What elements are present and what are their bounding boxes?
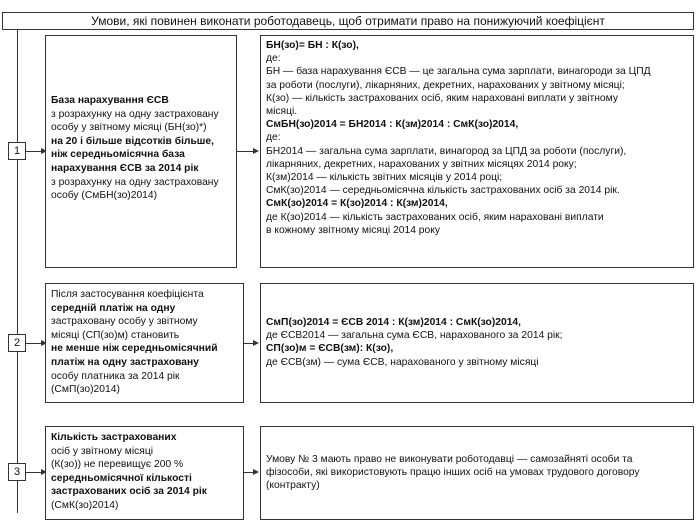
condition-line: Після застосування коефіцієнта (51, 289, 204, 300)
connector-3-to-condition (26, 472, 42, 473)
connector-1-to-explanation (236, 151, 254, 152)
explanation-line: СмБН(зо)2014 = БН2014 : К(зм)2014 : СмК(зо)2014, (266, 119, 519, 131)
explanation-line: БН — база нарахування ЄСВ — це загальна сума зарплати, винагороди за ЦПД (266, 66, 651, 78)
condition-line: на 20 і більше відсотків більше, (51, 135, 214, 147)
condition-line: з розрахунку на одну застраховану (51, 108, 219, 120)
explanation-line: БН2014 — загальна сума зарплати, винагород за ЦПД за роботи (послуги), (266, 145, 627, 157)
explanation-line: фізособи, які використовують працю інших осіб на умовах трудового договору (266, 467, 640, 479)
condition-box-3 (45, 426, 244, 520)
explanation-line: де К(зо)2014 — кількість застрахованих осіб, яким нараховані виплати (266, 211, 604, 223)
explanation-box-2 (260, 283, 694, 403)
connector-2-to-condition (26, 343, 42, 344)
explanation-line: де: (266, 53, 281, 65)
condition-line: застраховану особу у звітному (51, 316, 198, 328)
step-number-3-label: 3 (13, 466, 21, 478)
condition-line: нарахування ЄСВ за 2014 рік (51, 162, 199, 174)
explanation-line: СмК(зо)2014 = К(зо)2014 : К(зм)2014, (266, 198, 448, 210)
explanation-line: в кожному звітному місяці 2014 року (266, 224, 441, 236)
condition-line: База нарахування ЄСВ (51, 95, 169, 106)
condition-line: застрахованих осіб за 2014 рік (51, 486, 207, 498)
explanation-line: Умову № 3 мають право не виконувати роботодавці — самозайняті особи та (266, 454, 633, 465)
header-title: Умови, які повинен виконати роботодавець, щоб отримати право на понижуючий коефіцієнт (91, 14, 605, 28)
step-number-1-label: 1 (13, 145, 21, 157)
condition-line: не менше ніж середньомісячний (51, 343, 218, 355)
condition-box-1 (45, 35, 237, 268)
arrow-1-to-explanation (253, 148, 259, 154)
step-number-1 (8, 142, 26, 160)
condition-line: місяці (СП(зо)м) становить (51, 329, 180, 341)
explanation-line: БН(зо)= БН : К(зо), (266, 40, 359, 51)
step-number-2 (8, 334, 26, 352)
explanation-line: СП(зо)м = ЄСВ(зм): К(зо), (266, 343, 394, 355)
main-vertical-connector (17, 30, 18, 513)
arrow-2-to-explanation (253, 340, 259, 346)
condition-line: особу (СмБН(зо)2014) (51, 190, 158, 202)
step-number-3 (8, 463, 26, 481)
explanation-line: СмК(зо)2014 — середньомісячна кількість застрахованих осіб за 2014 рік. (266, 185, 620, 197)
explanation-box-3 (260, 426, 694, 520)
condition-line: Кількість застрахованих (51, 432, 177, 443)
condition-line: (СмК(зо)2014) (51, 499, 119, 511)
condition-line: (СмП(зо)2014) (51, 384, 120, 396)
connector-1-to-condition (26, 151, 42, 152)
explanation-line: де: (266, 132, 281, 144)
explanation-line: СмП(зо)2014 = ЄСВ 2014 : К(зм)2014 : СмК(зо)2014, (266, 317, 522, 328)
condition-line: з розрахунку на одну застраховану (51, 176, 219, 188)
explanation-box-1 (260, 35, 694, 268)
condition-line: осіб у звітному місяці (51, 445, 154, 457)
condition-line: особу у звітному місяці (БН(зо)*) (51, 122, 207, 134)
condition-line: середній платіж на одну (51, 302, 176, 314)
explanation-line: К(зо) — кількість застрахованих осіб, яким нараховані виплати у звітному (266, 92, 618, 104)
explanation-line: де ЄСВ(зм) — сума ЄСВ, нарахованого у звітному місяці (266, 356, 539, 368)
condition-line: середньомісячної кількості (51, 472, 192, 484)
explanation-line: К(зм)2014 — кількість звітних місяців у 2014 році; (266, 172, 503, 184)
explanation-line: де ЄСВ2014 — загальна сума ЄСВ, нарахованого за 2014 рік; (266, 330, 563, 342)
condition-line: особу платника за 2014 рік (51, 370, 180, 382)
explanation-line: місяці. (266, 106, 298, 118)
step-number-2-label: 2 (13, 337, 21, 349)
condition-line: платіж на одну застраховану (51, 356, 199, 368)
condition-line: (К(зо)) не перевищує 200 % (51, 459, 184, 471)
arrow-3-to-explanation (253, 469, 259, 475)
explanation-line: (контракту) (266, 480, 320, 492)
explanation-line: лікарняних, декретних, нарахованих у звітних місяцях 2014 року; (266, 158, 577, 170)
condition-line: ніж середньомісячна база (51, 149, 185, 161)
explanation-line: за роботи (послуги), лікарняних, декретних, нарахованих у звітному місяці; (266, 79, 625, 91)
condition-box-2 (45, 283, 244, 403)
header-box (2, 12, 694, 30)
